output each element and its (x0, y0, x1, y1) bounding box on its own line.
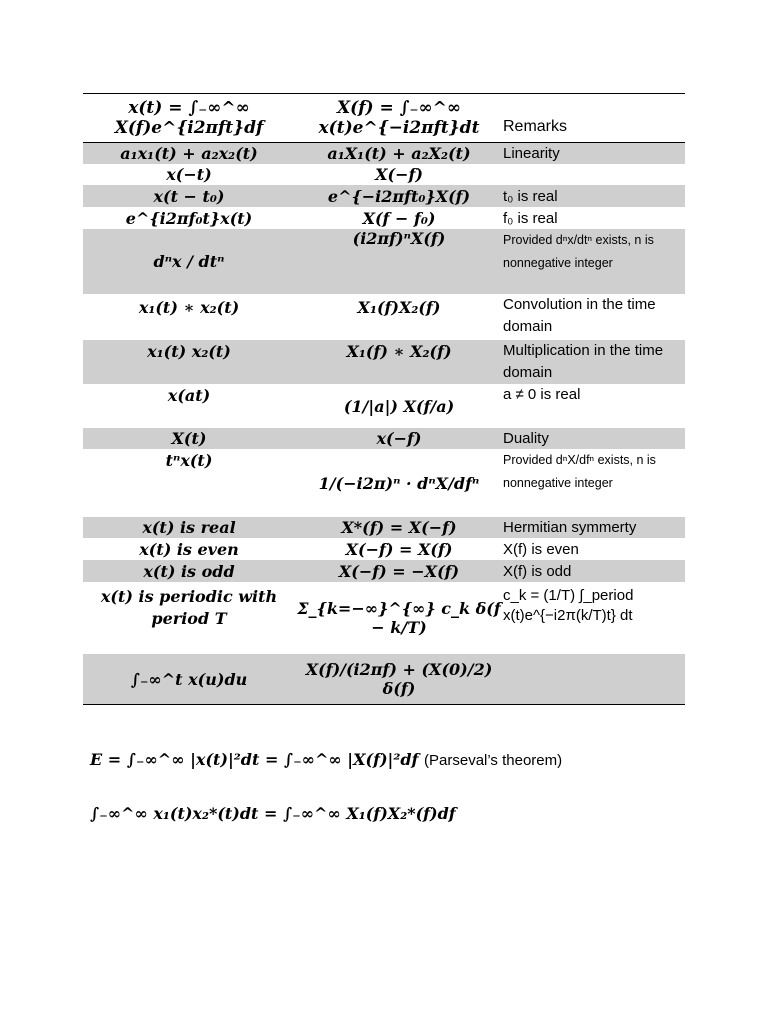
freq-cell: Σ_{k=−∞}^{∞} c_k δ(f − k/T) (297, 599, 501, 637)
time-cell: x₁(t) x₂(t) (147, 342, 231, 361)
parseval-formula (90, 750, 562, 769)
freq-cell: e^{−i2πft₀}X(f) (327, 186, 471, 206)
fourier-properties-table (83, 93, 685, 705)
time-cell: x(t) is odd (143, 561, 235, 581)
time-cell: x₁(t) ∗ x₂(t) (138, 298, 240, 317)
time-cell: X(t) (171, 429, 207, 448)
remark-cell: Multiplication in the time domain (503, 342, 664, 381)
time-cell: x(t) is even (139, 539, 239, 559)
table-row (83, 582, 685, 654)
time-cell: x(t) is periodic with period T (100, 587, 278, 628)
remark-cell: c_k = (1/T) ∫_period x(t)e^{−i2π(k/T)t} dt (503, 587, 634, 624)
remark-cell: a ≠ 0 is real (503, 386, 581, 403)
time-cell: ∫₋∞^t x(u)du (130, 669, 248, 689)
remark-cell: t₀ is real (503, 187, 558, 205)
table-row (83, 428, 685, 449)
remark-cell (503, 654, 685, 704)
table-row (83, 449, 685, 517)
table-header-row (83, 94, 685, 142)
freq-cell: 1/(−i2π)ⁿ · dⁿX/dfⁿ (318, 473, 480, 493)
remark-cell: Convolution in the time domain (503, 296, 656, 335)
time-cell: x(at) (167, 386, 211, 405)
time-cell: x(t − t₀) (153, 186, 225, 206)
time-cell: x(t) is real (142, 518, 236, 537)
freq-cell: a₁X₁(t) + a₂X₂(t) (327, 144, 471, 163)
table-row (83, 185, 685, 207)
freq-cell: X₁(f) ∗ X₂(f) (346, 342, 452, 361)
time-cell: tⁿx(t) (165, 451, 213, 470)
parseval-equation: E = ∫₋∞^∞ |x(t)|²dt = ∫₋∞^∞ |X(f)|²df (90, 750, 419, 769)
table-row (83, 560, 685, 582)
table-row (83, 654, 685, 704)
remark-cell: Duality (503, 430, 549, 447)
remark-cell (503, 164, 685, 185)
time-cell: a₁x₁(t) + a₂x₂(t) (120, 144, 258, 163)
freq-cell: X(f)/(i2πf) + (X(0)/2) δ(f) (305, 660, 493, 698)
table-row (83, 384, 685, 428)
table-row (83, 229, 685, 294)
table-row (83, 538, 685, 560)
remark-cell: Linearity (503, 145, 560, 162)
table-row (83, 340, 685, 384)
freq-cell: X₁(f)X₂(f) (357, 298, 441, 317)
time-cell: dⁿx / dtⁿ (153, 252, 225, 271)
remark-cell: f₀ is real (503, 209, 558, 227)
freq-cell: (i2πf)ⁿX(f) (352, 229, 446, 248)
remark-cell: Provided dⁿX/dfⁿ exists, n is nonnegative integer (503, 453, 656, 490)
freq-cell: X(f − f₀) (362, 208, 436, 228)
remark-cell: Hermitian symmerty (503, 519, 637, 536)
freq-cell: x(−f) (376, 429, 422, 448)
remark-cell: Provided dⁿx/dtⁿ exists, n is nonnegative integer (503, 233, 654, 270)
freq-cell: X(−f) = X(f) (345, 539, 453, 559)
freq-cell: X(−f) = −X(f) (338, 561, 460, 581)
header-time-domain: x(t) = ∫₋∞^∞ X(f)e^{i2πft}df (114, 98, 264, 138)
freq-cell: X*(f) = X(−f) (341, 518, 457, 537)
freq-cell: X(−f) (375, 165, 423, 184)
time-cell: e^{i2πf₀t}x(t) (125, 208, 253, 228)
inner-product-formula: ∫₋∞^∞ x₁(t)x₂*(t)dt = ∫₋∞^∞ X₁(f)X₂*(f)df (90, 804, 456, 823)
table-row (83, 517, 685, 538)
table-row (83, 294, 685, 340)
table-row (83, 142, 685, 164)
table-row (83, 164, 685, 185)
remark-cell: X(f) is even (503, 540, 579, 558)
table-row (83, 207, 685, 229)
time-cell: x(−t) (166, 165, 212, 184)
header-frequency-domain: X(f) = ∫₋∞^∞ x(t)e^{−i2πft}dt (318, 98, 480, 138)
remark-cell: X(f) is odd (503, 562, 572, 580)
freq-cell: (1/|a|) X(f/a) (343, 396, 455, 416)
header-remarks: Remarks (503, 118, 568, 135)
parseval-note: (Parseval’s theorem) (424, 752, 563, 769)
